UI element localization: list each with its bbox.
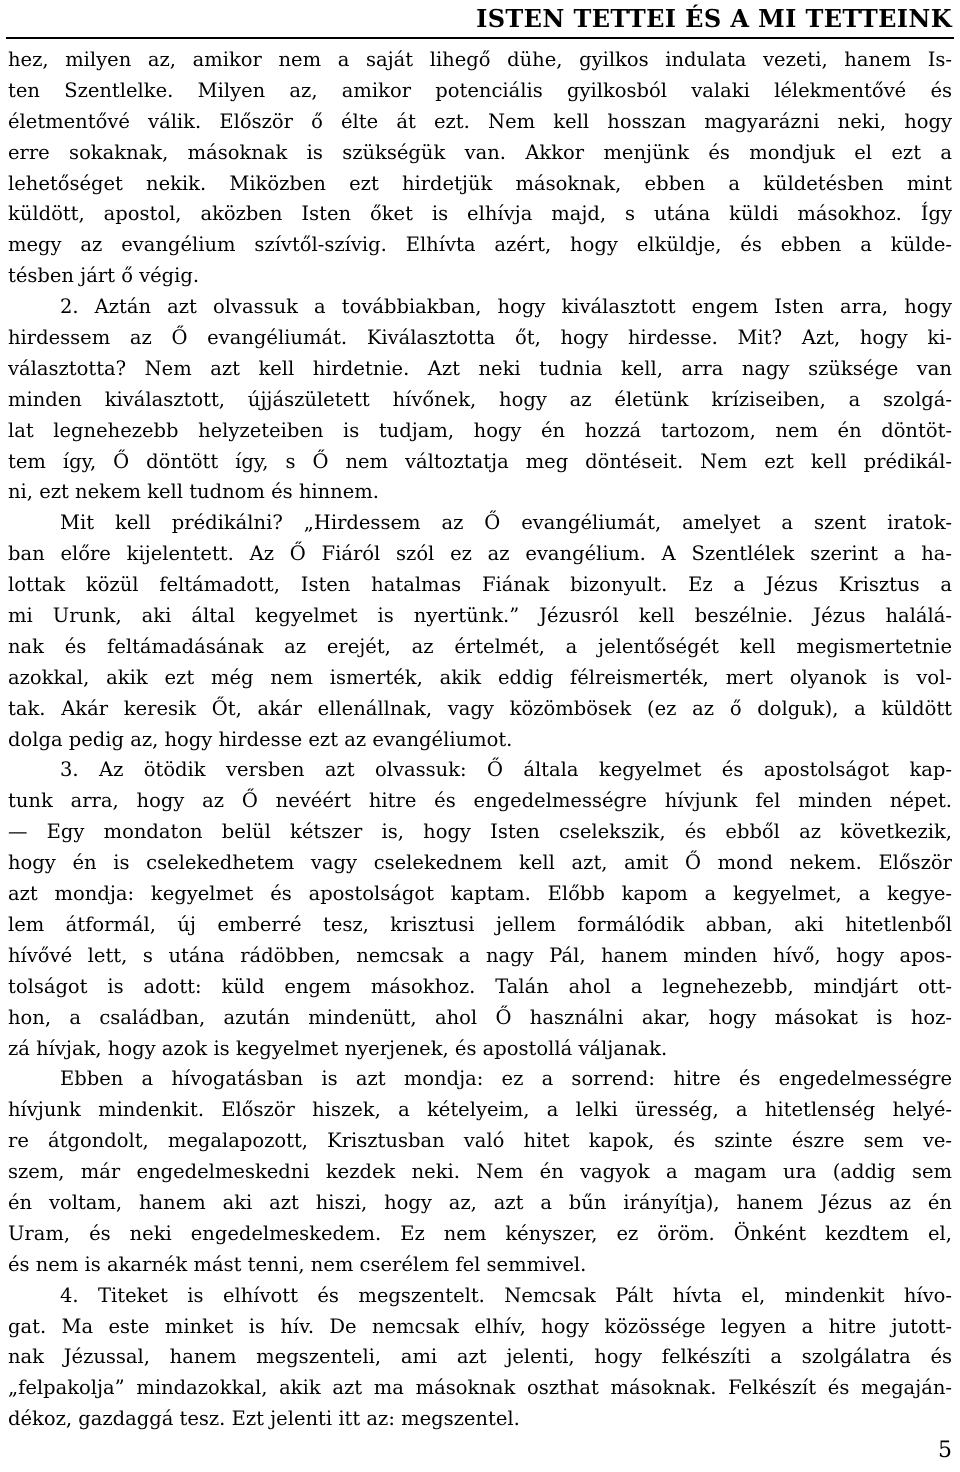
text-line: hirdessem az Ő evangéliumát. Kiválasztotta őt, hogy hirdesse. Mit? Azt, hogy ki- xyxy=(8,326,952,350)
text-line: lehetőséget nekik. Miközben ezt hirdetjük másoknak, ebben a küldetésben mint xyxy=(8,171,952,195)
text-line: dolga pedig az, hogy hirdesse ezt az evangéliumot. xyxy=(8,727,513,751)
text-line: lem átformál, új emberré tesz, krisztusi jellem formálódik abban, aki hitetlenből xyxy=(8,912,952,936)
text-line: „felpakolja” mindazokkal, akik azt ma másoknak oszthat másoknak. Felkészít és megaján- xyxy=(8,1376,952,1400)
text-line: szem, már engedelmeskedni kezdek neki. Nem én vagyok a magam ura (addig sem xyxy=(8,1160,952,1184)
text-line: erre sokaknak, másoknak is szükségük van. Akkor menjünk és mondjuk el ezt a xyxy=(8,140,952,164)
text-line: életmentővé válik. Először ő élte át ezt. Nem kell hosszan magyarázni neki, hogy xyxy=(8,109,952,133)
text-line: tolságot is adott: küld engem másokhoz. Talán ahol a legnehezebb, mindjárt ott- xyxy=(8,974,952,998)
text-line: lat legnehezebb helyzeteiben is tudjam, hogy én hozzá tartozom, nem én döntöt- xyxy=(8,418,952,442)
text-line: Mit kell prédikálni? „Hirdessem az Ő evangéliumát, amelyet a szent iratok- xyxy=(60,511,952,535)
text-line: nak Jézussal, hanem megszenteli, ami azt jelenti, hogy felkészíti a szolgálatra és xyxy=(8,1345,952,1369)
text-line: ban előre kijelentett. Az Ő Fiáról szól ez az evangélium. A Szentlélek szerint a ha- xyxy=(8,542,952,566)
text-line: hívjunk mindenkit. Először hiszek, a kételyeim, a lelki üresség, a hitetlenség helyé- xyxy=(8,1098,952,1122)
text-line: — Egy mondaton belül kétszer is, hogy Isten cselekszik, és ebből az következik, xyxy=(8,820,952,844)
text-line: Uram, és neki engedelmeskedem. Ez nem kényszer, ez öröm. Önként kezdtem el, xyxy=(8,1221,952,1245)
text-line: Ebben a hívogatásban is azt mondja: ez a sorrend: hitre és engedelmességre xyxy=(60,1067,952,1091)
text-line: gat. Ma este minket is hív. De nemcsak elhív, hogy közössége legyen a hitre jutott- xyxy=(8,1314,952,1338)
text-line: én voltam, hanem aki azt hiszi, hogy az, azt a bűn irányítja), hanem Jézus az én xyxy=(8,1190,952,1214)
text-line: re átgondolt, megalapozott, Krisztusban való hitet kapok, és szinte észre sem ve- xyxy=(8,1129,952,1153)
text-line: lottak közül feltámadott, Isten hatalmas Fiának bizonyult. Ez a Jézus Krisztus a xyxy=(8,573,952,597)
text-line: hez, milyen az, amikor nem a saját lihegő dühe, gyilkos indulata vezeti, hanem Is- xyxy=(8,48,952,71)
text-line: hon, a családban, azután mindenütt, ahol Ő használni akar, hogy másokat is hoz- xyxy=(8,1005,952,1029)
text-line: küldött, apostol, aközben Isten őket is elhívja majd, s utána küldi másokhoz. Így xyxy=(8,202,952,226)
text-line: mi Urunk, aki által kegyelmet is nyertünk.” Jézusról kell beszélnie. Jézus halálá- xyxy=(8,604,952,628)
text-line: hogy én is cselekedhetem vagy cselekednem kell azt, amit Ő mond nekem. Először xyxy=(8,851,952,875)
body-text xyxy=(8,45,952,1435)
text-line: dékoz, gazdaggá tesz. Ezt jelenti itt az: megszentel. xyxy=(8,1407,520,1431)
running-header: ISTEN TETTEI ÉS A MI TETTEINK xyxy=(476,4,952,33)
text-line: hívővé lett, s utána rádöbben, nemcsak a nagy Pál, hanem minden hívő, hogy apos- xyxy=(8,943,952,967)
text-line: zá hívjak, hogy azok is kegyelmet nyerjenek, és apostollá váljanak. xyxy=(8,1036,668,1060)
page-number: 5 xyxy=(938,1438,952,1463)
text-line: és nem is akarnék mást tenni, nem cserélem fel semmivel. xyxy=(8,1252,587,1276)
text-line: megy az evangélium szívtől-szívig. Elhívta azért, hogy elküldje, és ebben a külde- xyxy=(8,233,952,257)
text-line: azokkal, akik ezt még nem ismerték, akik eddig félreismerték, mert olyanok is vol- xyxy=(8,665,952,689)
text-line: tem így, Ő döntött így, s Ő nem változtatja meg döntéseit. Nem ezt kell prédikál- xyxy=(8,449,952,473)
text-line: 2. Aztán azt olvassuk a továbbiakban, hogy kiválasztott engem Isten arra, hogy xyxy=(60,295,952,319)
text-line: azt mondja: kegyelmet és apostolságot kaptam. Előbb kapom a kegyelmet, a kegye- xyxy=(8,882,952,906)
text-line: tak. Akár keresik Őt, akár ellenállnak, vagy közömbösek (ez az ő dolguk), a küldött xyxy=(8,696,952,720)
text-line: ni, ezt nekem kell tudnom és hinnem. xyxy=(8,480,379,504)
text-line: tésben járt ő végig. xyxy=(8,264,200,288)
text-line: 3. Az ötödik versben azt olvassuk: Ő általa kegyelmet és apostolságot kap- xyxy=(60,758,952,782)
text-line: választotta? Nem azt kell hirdetnie. Azt neki tudnia kell, arra nagy szüksége van xyxy=(8,356,952,380)
text-line: nak és feltámadásának az erejét, az értelmét, a jelentőségét kell megismertetnie xyxy=(8,634,952,658)
header-rule xyxy=(6,37,954,39)
text-line: 4. Titeket is elhívott és megszentelt. Nemcsak Pált hívta el, mindenkit hívo- xyxy=(60,1283,952,1307)
text-line: minden kiválasztott, újjászületett hívőnek, hogy az életünk kríziseiben, a szolgá- xyxy=(8,387,952,411)
text-line: ten Szentlelke. Milyen az, amikor potenciális gyilkosból valaki lélekmentővé és xyxy=(8,78,952,102)
text-line: tunk arra, hogy az Ő nevéért hitre és engedelmességre hívjunk fel minden népet. xyxy=(8,789,952,813)
